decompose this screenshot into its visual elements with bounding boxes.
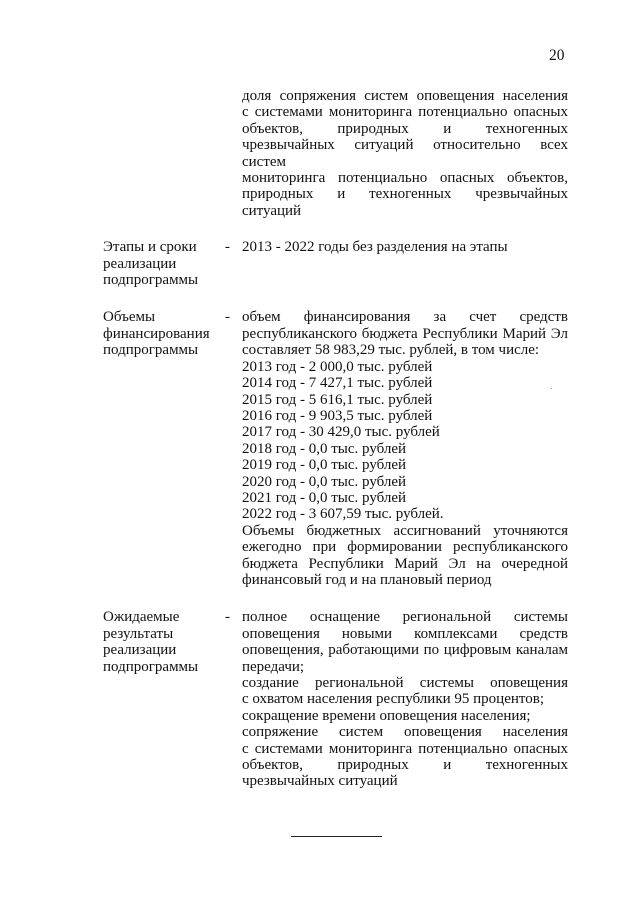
text-line: природных и техногенных чрезвычайных <box>242 186 568 203</box>
passport-table <box>103 88 573 790</box>
label-line: подпрограммы <box>103 272 199 289</box>
row-label <box>103 239 225 288</box>
text-line: сопряжение систем оповещения населения <box>242 724 568 741</box>
text-line: объектов, природных и техногенных <box>242 757 568 774</box>
row-value <box>242 609 568 789</box>
end-of-document-rule <box>291 836 382 837</box>
page-number: 20 <box>549 47 565 64</box>
row-dash: - <box>225 309 230 326</box>
funding-year-line: 2022 год - 3 607,59 тыс. рублей. <box>242 506 444 523</box>
label-line: подпрограммы <box>103 658 199 675</box>
scan-speck <box>551 388 552 389</box>
row-value <box>242 309 568 588</box>
label-line: Объемы <box>103 309 156 326</box>
text-line: доля сопряжения систем оповещения населения <box>242 88 568 104</box>
row-dash: - <box>225 239 230 256</box>
text-line: с охватом населения республики 95 процентов; <box>242 691 544 708</box>
funding-year-line: 2014 год - 7 427,1 тыс. рублей <box>242 375 433 392</box>
row-stages-terms <box>103 239 573 288</box>
text-line: 2013 - 2022 годы без разделения на этапы <box>242 239 508 256</box>
text-line: ситуаций <box>242 202 302 219</box>
text-line: бюджета Республики Марий Эл на очередной <box>242 555 568 572</box>
text-line: Объемы бюджетных ассигнований уточняются <box>242 522 568 539</box>
label-line: подпрограммы <box>103 342 199 359</box>
text-line: объектов, природных и техногенных <box>242 120 568 137</box>
text-line: оповещения новыми комплексами средств <box>242 625 568 642</box>
funding-year-line: 2019 год - 0,0 тыс. рублей <box>242 457 407 474</box>
row-value <box>242 88 568 219</box>
row-continuation <box>103 88 573 219</box>
text-line: оповещения, работающими по цифровым каналам <box>242 642 568 659</box>
text-line: полное оснащение региональной системы <box>242 609 568 626</box>
row-value <box>242 239 568 288</box>
row-label <box>103 88 225 219</box>
funding-year-line: 2018 год - 0,0 тыс. рублей <box>242 440 407 457</box>
text-line: ежегодно при формировании республиканского <box>242 539 568 556</box>
row-expected-results <box>103 609 573 789</box>
funding-year-line: 2016 год - 9 903,5 тыс. рублей <box>242 407 433 424</box>
label-line: результаты <box>103 625 174 642</box>
text-line: мониторинга потенциально опасных объектов, <box>242 170 568 187</box>
row-label <box>103 609 225 789</box>
text-line: чрезвычайных ситуаций <box>242 773 398 790</box>
row-funding <box>103 309 573 588</box>
text-line: республиканского бюджета Республики Марий Эл <box>242 325 568 342</box>
funding-year-line: 2015 год - 5 616,1 тыс. рублей <box>242 391 433 408</box>
row-dash <box>225 88 242 219</box>
text-line: создание региональной системы оповещения <box>242 675 568 691</box>
text-line: с системами мониторинга потенциально опасных <box>242 740 568 757</box>
label-line: финансирования <box>103 325 210 342</box>
funding-year-line: 2021 год - 0,0 тыс. рублей <box>242 489 407 506</box>
label-line: Ожидаемые <box>103 609 180 626</box>
row-dash: - <box>225 609 230 626</box>
text-line: передачи; <box>242 658 305 675</box>
text-line: чрезвычайных ситуаций относительно всех систем <box>242 137 568 170</box>
funding-year-line: 2020 год - 0,0 тыс. рублей <box>242 473 407 490</box>
text-line: сокращение времени оповещения населения; <box>242 707 531 724</box>
label-line: реализации <box>103 642 177 659</box>
label-line: Этапы и сроки <box>103 239 197 256</box>
funding-year-line: 2017 год - 30 429,0 тыс. рублей <box>242 424 440 441</box>
text-line: составляет 58 983,29 тыс. рублей, в том числе: <box>242 342 540 359</box>
text-line: объем финансирования за счет средств <box>242 309 568 326</box>
text-line: финансовый год и на плановый период <box>242 571 492 588</box>
text-line: с системами мониторинга потенциально опасных <box>242 104 568 121</box>
row-label <box>103 309 225 588</box>
funding-year-line: 2013 год - 2 000,0 тыс. рублей <box>242 358 433 375</box>
label-line: реализации <box>103 255 177 272</box>
